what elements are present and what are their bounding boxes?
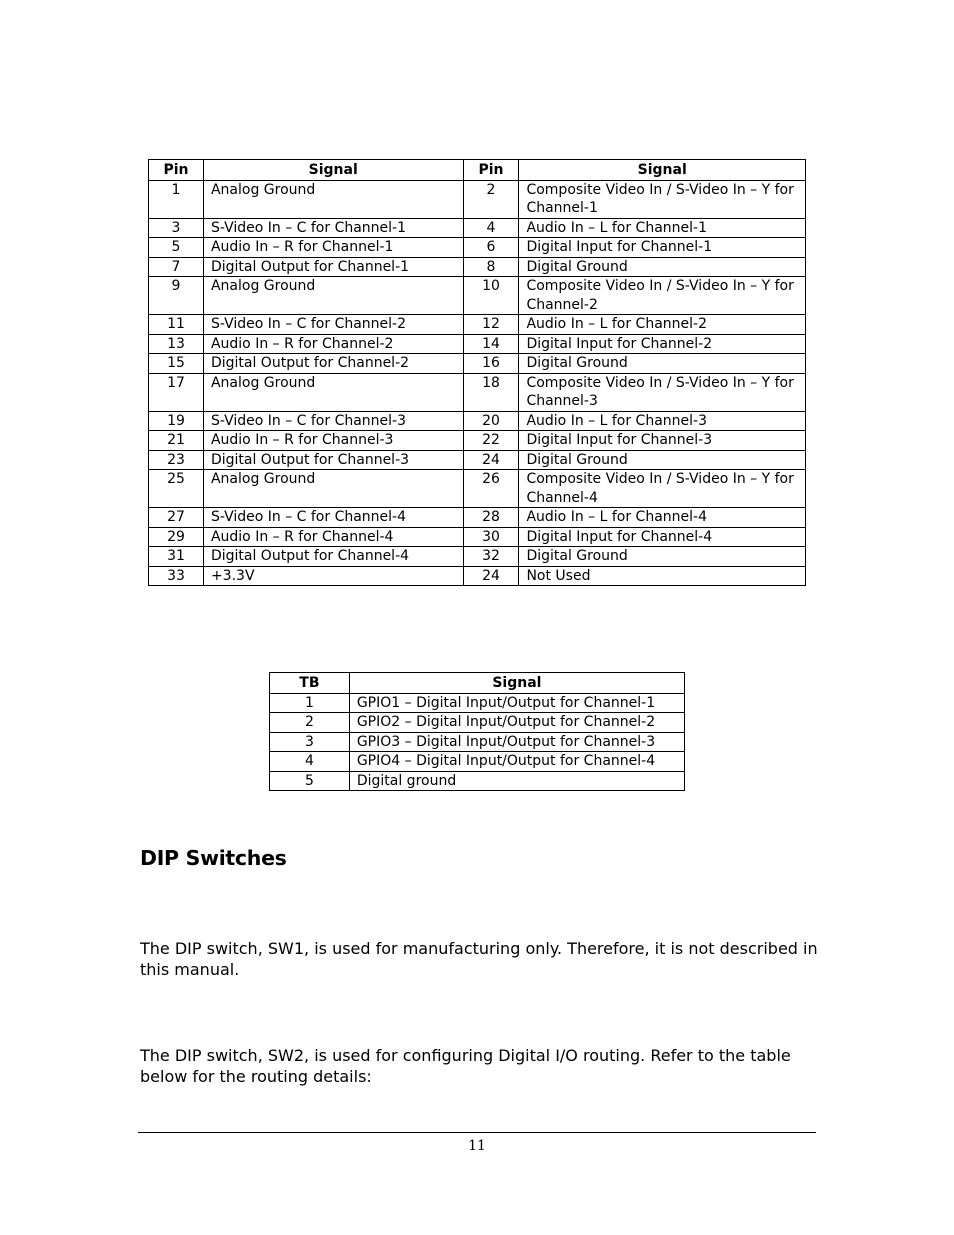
signal-cell: Analog Ground [203,373,463,411]
pin-number-cell: 2 [463,180,519,218]
pin-number-cell: 6 [463,238,519,258]
signal-cell: Analog Ground [203,470,463,508]
signal-cell: Composite Video In / S-Video In – Y for Channel-4 [519,470,806,508]
signal-cell: Audio In – L for Channel-3 [519,411,806,431]
sw2-paragraph: The DIP switch, SW2, is used for configuring Digital I/O routing. Refer to the table below for the routing details: [140,1046,791,1086]
signal-cell: Audio In – R for Channel-3 [203,431,463,451]
signal-cell: Composite Video In / S-Video In – Y for Channel-3 [519,373,806,411]
pin-number-cell: 19 [149,411,204,431]
signal-cell: Not Used [519,566,806,586]
table-row [270,693,685,713]
column-header-pin: Pin [149,160,204,181]
table-row [149,373,806,411]
column-header-tb: TB [270,673,350,694]
pin-number-cell: 31 [149,547,204,567]
table-row [149,334,806,354]
pin-number-cell: 13 [149,334,204,354]
terminal-block-table [269,672,685,791]
page-number: 11 [468,1138,486,1154]
pin-number-cell: 14 [463,334,519,354]
pin-number-cell: 24 [463,450,519,470]
pin-number-cell: 26 [463,470,519,508]
signal-cell: GPIO2 – Digital Input/Output for Channel-2 [349,713,684,733]
table-row [149,470,806,508]
signal-cell: GPIO3 – Digital Input/Output for Channel-3 [349,732,684,752]
tb-number-cell: 2 [270,713,350,733]
table-row [149,566,806,586]
signal-cell: Analog Ground [203,277,463,315]
signal-cell: Audio In – L for Channel-2 [519,315,806,335]
table-row [149,431,806,451]
table-row [149,277,806,315]
pin-number-cell: 20 [463,411,519,431]
signal-cell: GPIO1 – Digital Input/Output for Channel-1 [349,693,684,713]
pin-number-cell: 5 [149,238,204,258]
signal-cell: Digital Output for Channel-2 [203,354,463,374]
table-row [270,752,685,772]
signal-cell: Digital Ground [519,354,806,374]
table-row [270,732,685,752]
pin-number-cell: 11 [149,315,204,335]
signal-cell: +3.3V [203,566,463,586]
table-row [270,713,685,733]
table-row [149,315,806,335]
signal-cell: Digital Output for Channel-1 [203,257,463,277]
column-header-signal: Signal [203,160,463,181]
pin-number-cell: 21 [149,431,204,451]
pin-number-cell: 15 [149,354,204,374]
pin-number-cell: 12 [463,315,519,335]
section-heading: DIP Switches [140,846,287,870]
footer-divider [138,1132,816,1133]
pin-number-cell: 28 [463,508,519,528]
signal-cell: Composite Video In / S-Video In – Y for Channel-1 [519,180,806,218]
pin-number-cell: 30 [463,527,519,547]
signal-cell: Digital Output for Channel-3 [203,450,463,470]
signal-cell: GPIO4 – Digital Input/Output for Channel-4 [349,752,684,772]
table-row [149,547,806,567]
signal-cell: S-Video In – C for Channel-3 [203,411,463,431]
tb-number-cell: 4 [270,752,350,772]
signal-cell: Digital Ground [519,450,806,470]
pin-number-cell: 29 [149,527,204,547]
table-header-row [149,160,806,181]
tb-number-cell: 5 [270,771,350,791]
signal-cell: Audio In – L for Channel-4 [519,508,806,528]
pin-number-cell: 23 [149,450,204,470]
signal-cell: Digital Ground [519,257,806,277]
table-row [149,257,806,277]
column-header-signal: Signal [349,673,684,694]
table-row [149,527,806,547]
pin-number-cell: 10 [463,277,519,315]
pin-number-cell: 22 [463,431,519,451]
signal-cell: Digital Output for Channel-4 [203,547,463,567]
table-row [149,180,806,218]
signal-cell: S-Video In – C for Channel-1 [203,218,463,238]
pin-number-cell: 24 [463,566,519,586]
column-header-signal: Signal [519,160,806,181]
table-row [149,508,806,528]
signal-cell: Digital Input for Channel-2 [519,334,806,354]
pin-number-cell: 17 [149,373,204,411]
pin-number-cell: 4 [463,218,519,238]
table-row [149,218,806,238]
pin-number-cell: 25 [149,470,204,508]
pin-number-cell: 16 [463,354,519,374]
signal-cell: Audio In – R for Channel-1 [203,238,463,258]
pin-number-cell: 8 [463,257,519,277]
signal-cell: Digital Input for Channel-4 [519,527,806,547]
pin-number-cell: 27 [149,508,204,528]
column-header-pin: Pin [463,160,519,181]
signal-cell: Digital Ground [519,547,806,567]
signal-cell: Audio In – R for Channel-4 [203,527,463,547]
table-row [270,771,685,791]
pin-number-cell: 3 [149,218,204,238]
signal-cell: Composite Video In / S-Video In – Y for Channel-2 [519,277,806,315]
pin-number-cell: 1 [149,180,204,218]
table-header-row [270,673,685,694]
pin-number-cell: 7 [149,257,204,277]
pin-number-cell: 18 [463,373,519,411]
signal-cell: S-Video In – C for Channel-4 [203,508,463,528]
pin-number-cell: 33 [149,566,204,586]
signal-cell: Audio In – L for Channel-1 [519,218,806,238]
table-row [149,450,806,470]
table-row [149,354,806,374]
table-row [149,238,806,258]
pin-assignment-table [148,159,806,586]
signal-cell: Digital Input for Channel-3 [519,431,806,451]
signal-cell: Digital Input for Channel-1 [519,238,806,258]
signal-cell: Analog Ground [203,180,463,218]
signal-cell: Audio In – R for Channel-2 [203,334,463,354]
pin-number-cell: 32 [463,547,519,567]
pin-number-cell: 9 [149,277,204,315]
signal-cell: Digital ground [349,771,684,791]
table-row [149,411,806,431]
tb-number-cell: 1 [270,693,350,713]
sw1-paragraph: The DIP switch, SW1, is used for manufacturing only. Therefore, it is not described in this manual. [140,939,818,979]
tb-number-cell: 3 [270,732,350,752]
signal-cell: S-Video In – C for Channel-2 [203,315,463,335]
